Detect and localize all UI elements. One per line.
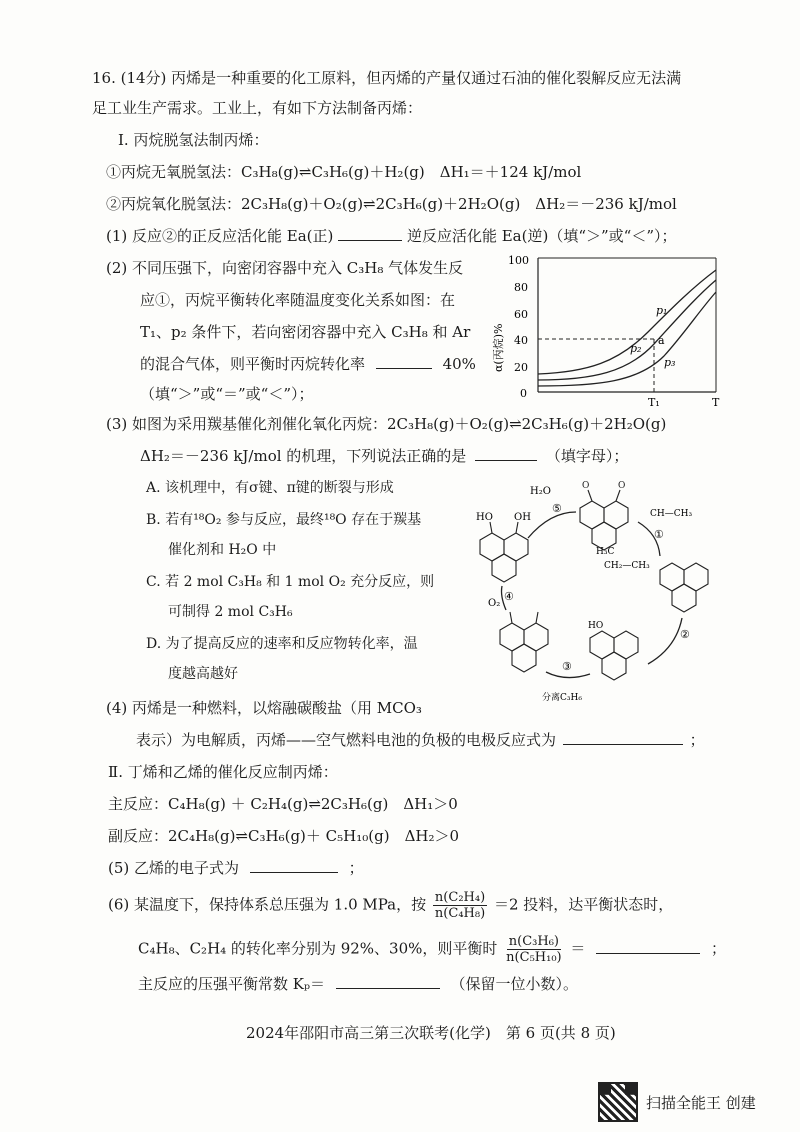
label-ch-ch3-top: CH—CH₃ [650,509,693,519]
question-2-value: 40% [442,355,476,373]
question-2-line2: 应①，丙烷平衡转化率随温度变化关系如图：在 [140,291,456,309]
question-6-text-d: 主反应的压强平衡常数 Kₚ＝ [138,975,325,993]
curve-p2 [538,280,716,380]
conversion-graph [478,252,738,412]
question-6-line1 [108,890,673,921]
question-6-equals: ＝ [570,939,586,958]
svg-text:O: O [618,481,626,491]
answer-blank-6a[interactable] [596,939,700,954]
part1-title: Ⅰ. 丙烷脱氢法制丙烯： [118,131,269,149]
label-ho-left: HO [476,512,493,523]
question-2-line1: (2) 不同压强下，向密闭容器中充入 C₃H₈ 气体发生反 [106,259,464,277]
graph-point-a: a [658,334,665,347]
answer-blank-2[interactable] [376,354,432,369]
option-b-line1: B. 若有¹⁸O₂ 参与反应，最终¹⁸O 存在于羰基 [146,512,422,528]
ratio-c3h6-c5h10 [504,934,563,965]
option-a: A. 该机理中，有σ键、π键的断裂与形成 [146,480,394,496]
graph-ytick-80: 80 [514,281,528,294]
option-c-line1: C. 若 2 mol C₃H₈ 和 1 mol O₂ 充分反应，则 [146,574,435,590]
question-3-line2 [140,446,628,466]
ratio-denominator: n(C₄H₈) [434,906,486,921]
label-oh-left: OH [514,512,531,523]
equation-1: ①丙烷无氧脱氢法：C₃H₈(g)⇌C₃H₆(g)＋H₂(g) ΔH₁＝＋124 kJ/mol [106,163,582,181]
step-4: ④ [504,590,514,603]
scanner-watermark: 扫描全能王 创建 [646,1094,756,1112]
question-6-text-c: C₄H₈、C₂H₄ 的转化率分别为 92%、30%，则平衡时 [138,939,498,958]
svg-text:O: O [582,481,590,491]
question-6-hint: （保留一位小数）。 [450,975,579,993]
question-6-line3 [138,974,578,994]
molecule-right [660,563,708,612]
answer-blank-1[interactable] [338,226,402,241]
question-2-line3: T₁、p₂ 条件下，若向密闭容器中充入 C₃H₈ 和 Ar [140,323,471,341]
question-6-text-a: (6) 某温度下，保持体系总压强为 1.0 MPa，按 [108,895,427,914]
question-2-line4 [140,354,476,374]
label-ch2-ch3: CH₂—CH₃ [604,561,650,571]
question-3-hint: （填字母）； [545,447,629,465]
question-6-text-b: ＝2 投料，达平衡状态时， [493,895,674,914]
question-4-line2 [136,730,705,750]
question-1-text-a: (1) 反应②的正反应活化能 Ea(正) [106,227,334,245]
answer-blank-3[interactable] [475,446,537,461]
graph-ytick-40: 40 [514,334,528,347]
graph-x-label: T [712,396,720,409]
curve-label-p3: p₃ [664,356,676,369]
question-3-line1: (3) 如图为采用羰基催化剂催化氧化丙烷：2C₃H₈(g)＋O₂(g)⇌2C₃H₆(g)＋2H₂O(g) [106,415,667,433]
answer-blank-4[interactable] [563,730,683,745]
question-1 [106,226,677,246]
answer-blank-5[interactable] [250,858,338,873]
graph-ytick-100: 100 [508,254,529,267]
ratio2-numerator: n(C₃H₆) [508,934,559,949]
question-1-text-b: 逆反应活化能 Ea(逆)（填“＞”或“＜”）； [406,227,677,245]
molecule-left [480,522,528,582]
option-c-line2: 可制得 2 mol C₃H₆ [168,604,293,620]
graph-ytick-20: 20 [514,361,528,374]
part2-title: Ⅱ. 丁烯和乙烯的催化反应制丙烯： [108,763,338,781]
molecule-bottom-right [590,631,638,680]
question-5 [108,858,364,878]
q16-intro-line1: 16. (14分) 丙烯是一种重要的化工原料，但丙烯的产量仅通过石油的催化裂解反应无法满 [92,69,682,87]
equation-2: ②丙烷氧化脱氢法：2C₃H₈(g)＋O₂(g)⇌2C₃H₆(g)＋2H₂O(g) ΔH₂＝－236 kJ/mol [106,195,677,213]
arrow-step-5 [528,512,576,538]
option-d-line1: D. 为了提高反应的速率和反应物转化率，温 [146,636,418,652]
question-6-semicolon: ； [710,939,726,958]
graph-ytick-60: 60 [514,308,528,321]
ratio-numerator: n(C₂H₄) [434,890,486,905]
graph-xtick-t1: T₁ [648,396,660,409]
step-3: ③ [562,660,572,673]
answer-blank-6b[interactable] [336,974,440,989]
graph-y-label: α(丙烷)% [492,323,505,372]
catalyst-mechanism-diagram [470,478,710,708]
question-2-text: 的混合气体，则平衡时丙烷转化率 [140,355,366,373]
ratio-c2h4-c4h8 [433,890,487,921]
page-footer: 2024年邵阳市高三第三次联考(化学) 第 6 页(共 8 页) [246,1024,616,1042]
question-5-text: (5) 乙烯的电子式为 [108,859,240,877]
label-ho-bottom: HO [588,621,604,631]
molecule-top [580,481,628,550]
question-5-semicolon: ； [348,859,364,877]
question-4-semicolon: ； [689,731,705,749]
question-2-line5: （填“＞”或“＝”或“＜”）； [140,385,314,403]
option-b-line2: 催化剂和 H₂O 中 [168,542,277,558]
q16-intro-line2: 足工业生产需求。工业上，有如下方法制备丙烯： [92,99,423,117]
step-5: ⑤ [552,502,562,515]
graph-ytick-0: 0 [520,387,527,400]
label-o2: O₂ [488,598,501,609]
step-2: ② [680,628,690,641]
question-4-text: 表示）为电解质，丙烯——空气燃料电池的负极的电极反应式为 [136,731,557,749]
question-4-line1: (4) 丙烯是一种燃料，以熔融碳酸盐（用 MCO₃ [106,699,422,717]
qr-code-icon [598,1082,638,1122]
arrow-step-2 [648,618,682,664]
step-1: ① [654,528,664,541]
side-reaction: 副反应：2C₄H₈(g)⇌C₃H₆(g)＋ C₅H₁₀(g) ΔH₂＞0 [108,827,460,845]
curve-label-p1: p₁ [656,304,668,317]
ratio2-denominator: n(C₅H₁₀) [506,950,562,965]
question-3-text: ΔH₂＝－236 kJ/mol 的机理，下列说法正确的是 [140,447,467,465]
label-separate-c3h6: 分离C₃H₆ [542,693,582,703]
main-reaction: 主反应：C₄H₈(g) ＋ C₂H₄(g)⇌2C₃H₆(g) ΔH₁＞0 [108,795,458,813]
curve-p1 [538,270,716,374]
label-h2o: H₂O [530,486,551,497]
question-6-line2 [138,934,726,965]
option-d-line2: 度越高越好 [168,666,238,682]
molecule-bottom-left [500,612,548,672]
curve-label-p2: p₂ [630,342,642,355]
label-h3c-mid: H₃C [596,547,615,557]
